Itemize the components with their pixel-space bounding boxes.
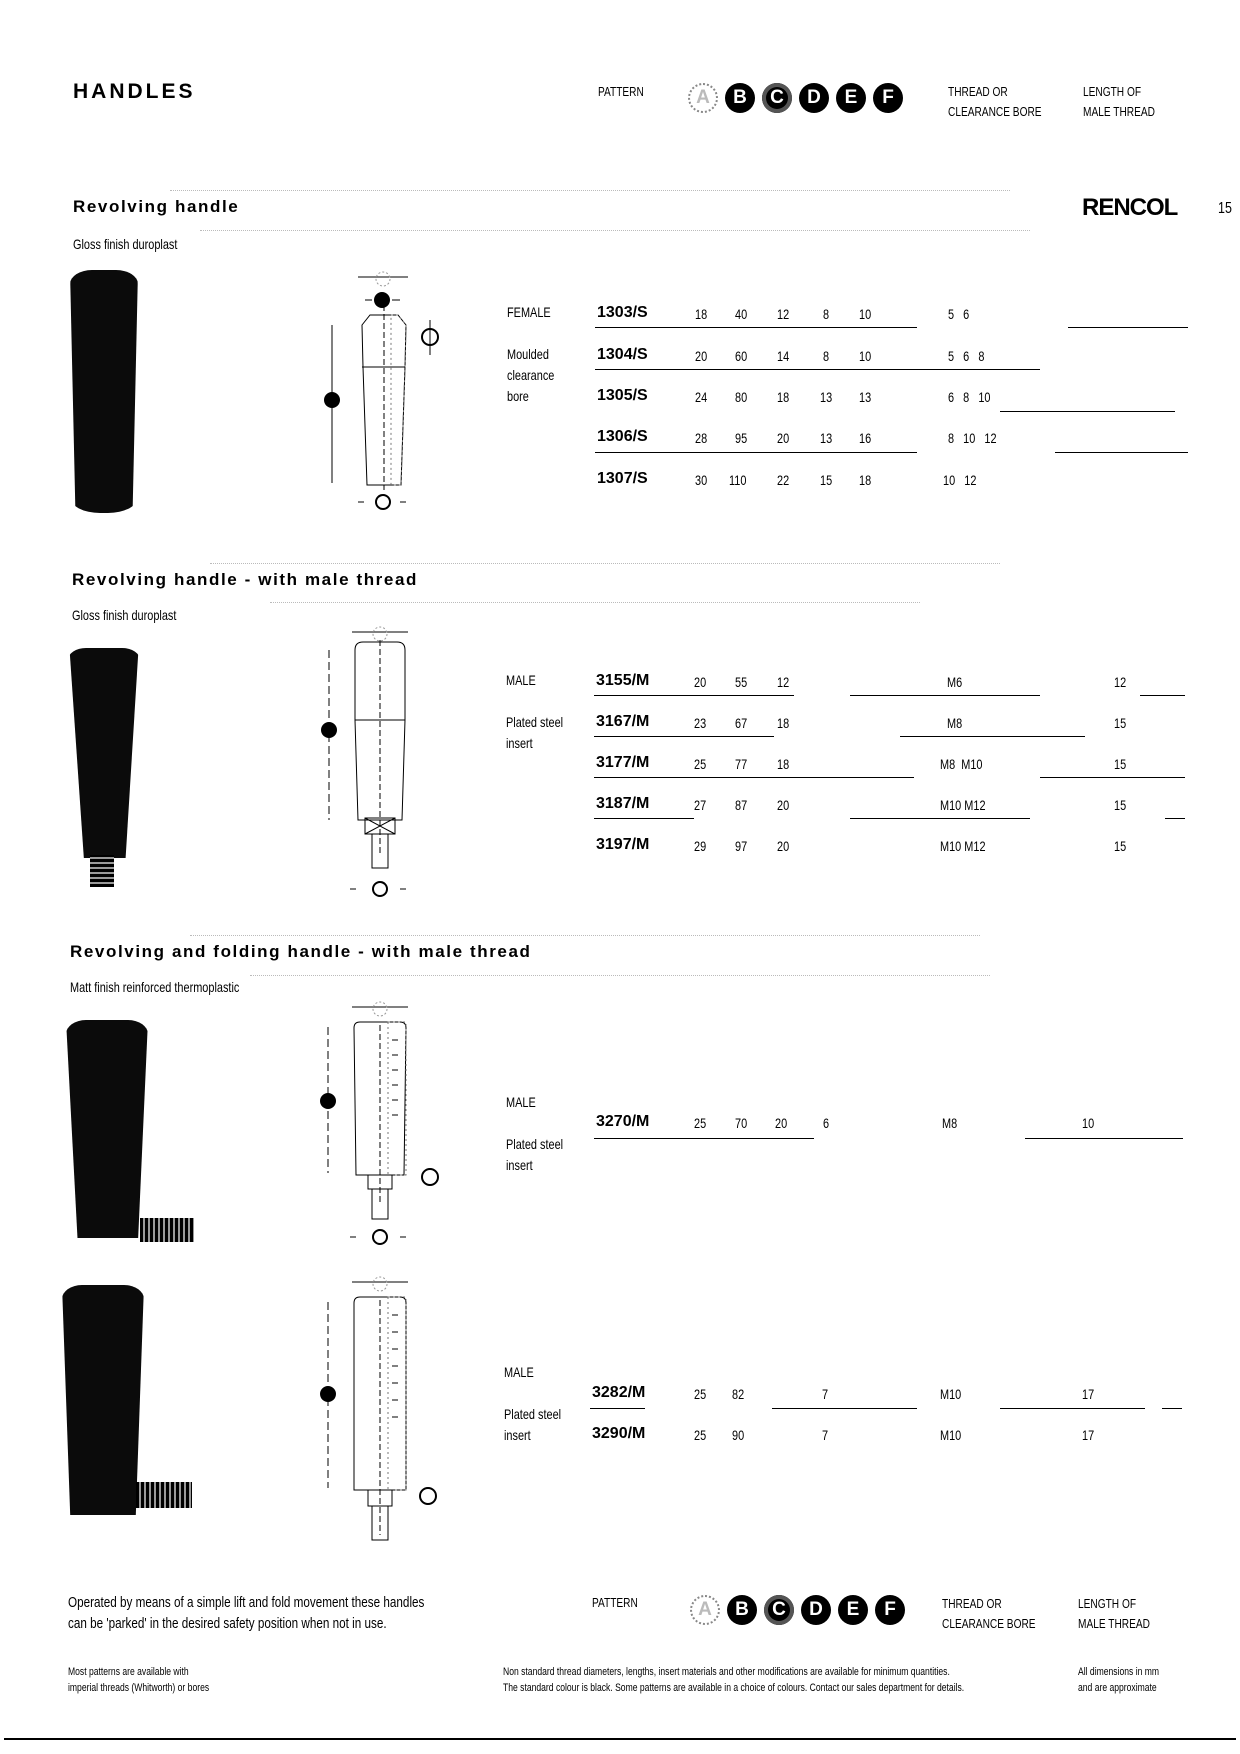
section-divider (270, 602, 920, 603)
page-title: HANDLES (73, 80, 196, 103)
technical-drawing-folding-handle-long (300, 1270, 450, 1545)
technical-drawing-revolving-handle (300, 265, 450, 515)
handle-photo-male-thread (68, 648, 140, 858)
type-label: FEMALE (507, 304, 551, 320)
footer-note-imperial: Most patterns are available with imperial threads (Whitworth) or bores (68, 1666, 210, 1694)
section-title-folding-handle: Revolving and folding handle - with male thread (70, 942, 532, 961)
part-code: 1307/S (597, 470, 648, 487)
section-divider (210, 563, 1000, 564)
pattern-badge-a: A (688, 83, 718, 113)
pattern-badge-e: E (836, 83, 866, 113)
section-divider (170, 190, 1010, 191)
brand-logo: RENCOL (1082, 194, 1178, 221)
page-number: 15 (1218, 200, 1232, 217)
length-header: LENGTH OF MALE THREAD (1083, 84, 1155, 119)
type-label: MALE (506, 1094, 536, 1110)
pattern-badge-c: C (764, 1595, 794, 1625)
part-code: 1305/S (597, 387, 648, 404)
page-bottom-rule (4, 1738, 1236, 1740)
part-code: 1303/S (597, 304, 648, 321)
pattern-badge-f: F (875, 1595, 905, 1625)
footer-note-nonstandard: Non standard thread diameters, lengths, insert materials and other modifications are available for minimum quantities. The standard colour is black. Some patterns are available in a choice of colours. Contact our sales department for details. (503, 1666, 965, 1694)
type-label: MALE (504, 1364, 534, 1380)
thread-stud (136, 1482, 192, 1508)
thread-header: THREAD OR CLEARANCE BORE (948, 84, 1042, 119)
part-code: 3155/M (596, 672, 650, 689)
technical-drawing-male-thread (300, 620, 450, 900)
part-code: 3167/M (596, 713, 650, 730)
thread-stud (140, 1218, 194, 1242)
section-divider (200, 230, 1030, 231)
part-code: 3197/M (596, 836, 650, 853)
section-title-revolving-handle: Revolving handle (73, 197, 240, 216)
technical-drawing-folding-handle (300, 995, 450, 1255)
part-code: 1304/S (597, 346, 648, 363)
part-code: 3270/M (596, 1113, 650, 1130)
section-subtitle: Gloss finish duroplast (72, 607, 177, 623)
section-subtitle: Matt finish reinforced thermoplastic (70, 979, 240, 995)
part-code: 3290/M (592, 1425, 646, 1442)
footer-pattern-badges (690, 1595, 912, 1625)
section-divider (250, 975, 990, 976)
footer-note-dimensions: All dimensions in mm and are approximate (1078, 1666, 1160, 1694)
pattern-badge-a: A (690, 1595, 720, 1625)
handle-photo-revolving (70, 270, 138, 513)
pattern-badge-d: D (801, 1595, 831, 1625)
part-code: 3282/M (592, 1384, 646, 1401)
section-divider (190, 935, 980, 936)
part-code: 3187/M (596, 795, 650, 812)
section-title-male-thread: Revolving handle - with male thread (72, 570, 418, 589)
pattern-badge-b: B (725, 83, 755, 113)
type-label: MALE (506, 672, 536, 688)
description: Plated steel insert (506, 1136, 564, 1173)
description: Plated steel insert (506, 714, 564, 751)
footer-thread-header: THREAD OR CLEARANCE BORE (942, 1596, 1036, 1631)
description: Plated steel insert (504, 1406, 562, 1443)
pattern-badge-c: C (762, 83, 792, 113)
pattern-badge-b: B (727, 1595, 757, 1625)
thread-stud (90, 855, 114, 887)
footer-description: Operated by means of a simple lift and fold movement these handles can be 'parked' in the desired safety position when not in use. (68, 1594, 425, 1632)
handle-photo-folding (66, 1020, 148, 1238)
part-code: 3177/M (596, 754, 650, 771)
part-code: 1306/S (597, 428, 648, 445)
handle-photo-folding-long (62, 1285, 144, 1515)
footer-pattern-label: PATTERN (592, 1595, 638, 1610)
pattern-badge-e: E (838, 1595, 868, 1625)
footer-length-header: LENGTH OF MALE THREAD (1078, 1596, 1150, 1631)
pattern-badge-f: F (873, 83, 903, 113)
description: Moulded clearance bore (507, 346, 555, 404)
pattern-badges (688, 83, 910, 113)
pattern-badge-d: D (799, 83, 829, 113)
pattern-label: PATTERN (598, 84, 644, 99)
section-subtitle: Gloss finish duroplast (73, 236, 178, 252)
